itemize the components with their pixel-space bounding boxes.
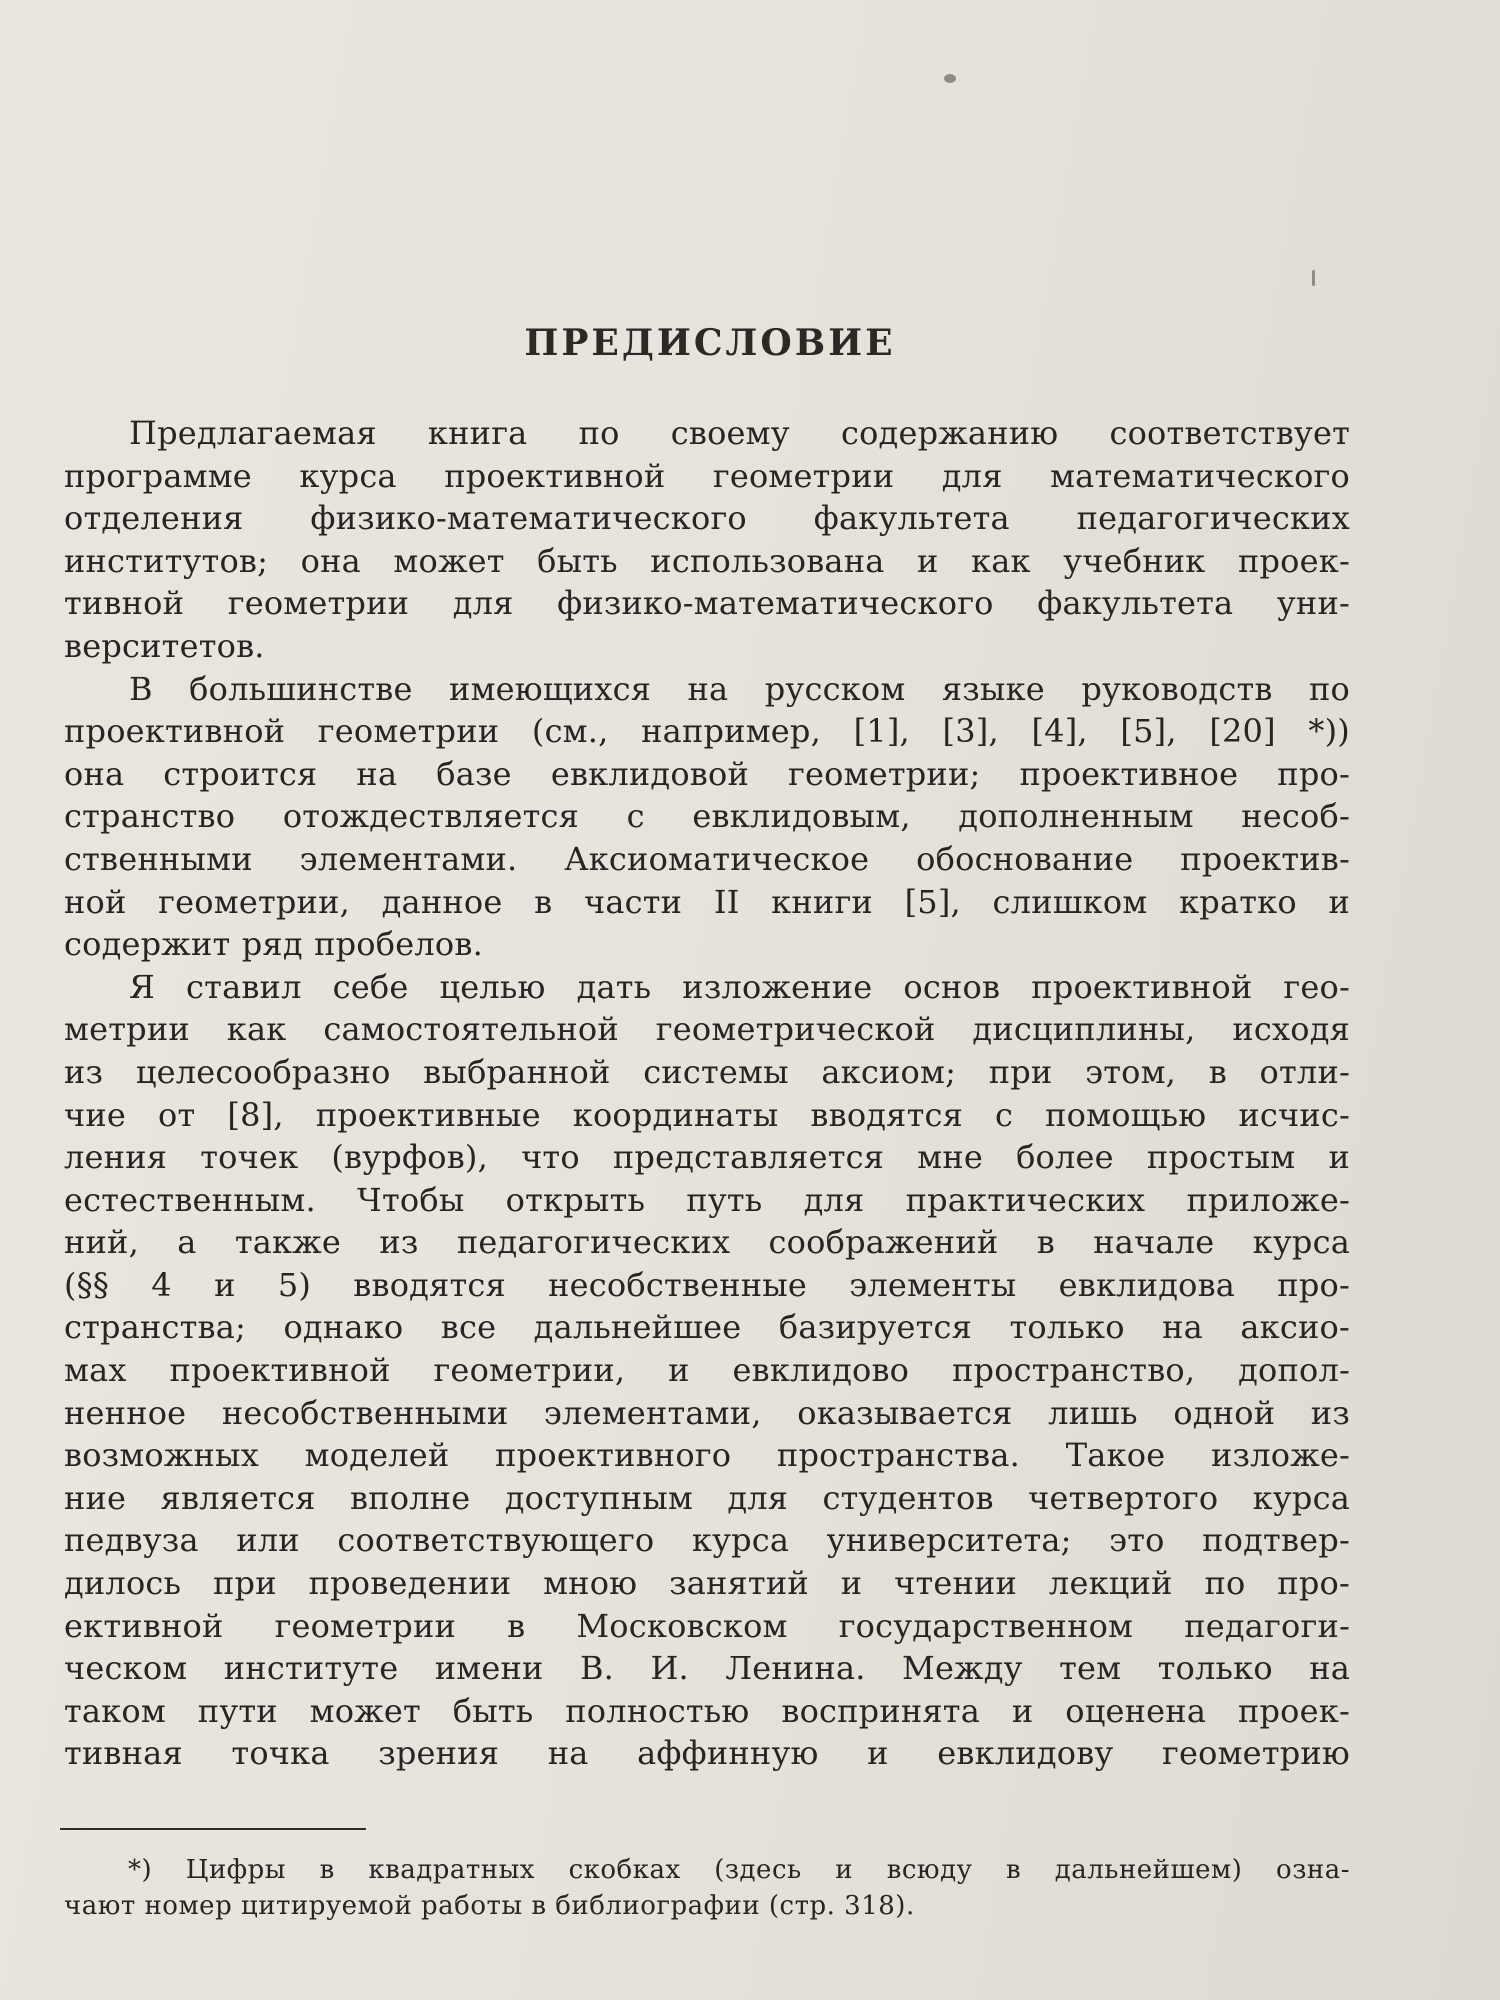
- text-line: ненное несобственными элементами, оказывается лишь одной из: [64, 1393, 1350, 1432]
- text-line: из целесообразно выбранной системы аксиом; при этом, в отли-: [64, 1052, 1350, 1091]
- paragraph-1: [64, 412, 1350, 668]
- text-line: Я ставил себе целью дать изложение основ проективной гео-: [129, 967, 1350, 1006]
- text-line: ний, а также из педагогических соображений в начале курса: [64, 1223, 1350, 1262]
- text-line: ной геометрии, данное в части II книги [5], слишком кратко и: [64, 882, 1350, 921]
- text-line: ективной геометрии в Московском государственном педагоги-: [64, 1606, 1350, 1645]
- text-line: программе курса проективной геометрии для математического: [64, 456, 1350, 495]
- paper-speck: [944, 74, 956, 83]
- text-line: дилось при проведении мною занятий и чтении лекций по про-: [64, 1564, 1350, 1603]
- text-line: верситетов.: [64, 626, 265, 665]
- text-line: метрии как самостоятельной геометрической дисциплины, исходя: [64, 1010, 1350, 1049]
- text-line: тивной геометрии для физико-математического факультета уни-: [64, 584, 1350, 623]
- text-line: проективной геометрии (см., например, [1], [3], [4], [5], [20] *)): [64, 712, 1350, 751]
- body-text: [64, 412, 1350, 1775]
- text-line: содержит ряд пробелов.: [64, 925, 483, 964]
- text-line: таком пути может быть полностью воспринята и оценена проек-: [64, 1691, 1350, 1730]
- text-line: Предлагаемая книга по своему содержанию соответствует: [129, 414, 1350, 452]
- text-line: естественным. Чтобы открыть путь для практических приложе-: [64, 1180, 1350, 1219]
- paragraph-2: [64, 668, 1350, 966]
- text-line: В большинстве имеющихся на русском языке руководств по: [129, 669, 1350, 708]
- text-line: возможных моделей проективного пространства. Такое изложе-: [64, 1436, 1350, 1475]
- footnote-divider: [60, 1828, 366, 1830]
- paper-mark: [1312, 270, 1315, 286]
- text-line: ческом институте имени В. И. Ленина. Между тем только на: [64, 1649, 1350, 1688]
- text-line: (§§ 4 и 5) вводятся несобственные элементы евклидова про-: [64, 1265, 1350, 1304]
- page-title: ПРЕДИСЛОВИЕ: [524, 322, 896, 364]
- text-line: ления точек (вурфов), что представляется мне более простым и: [64, 1138, 1350, 1177]
- text-line: ние является вполне доступным для студентов четвертого курса: [64, 1478, 1350, 1517]
- text-line: она строится на базе евклидовой геометрии; проективное про-: [64, 754, 1350, 793]
- footnote-line: чают номер цитируемой работы в библиографии (стр. 318).: [64, 1891, 915, 1921]
- footnote-line: *) Цифры в квадратных скобках (здесь и всюду в дальнейшем) озна-: [128, 1855, 1350, 1885]
- text-line: чие от [8], проективные координаты вводятся с помощью исчис-: [64, 1095, 1350, 1134]
- text-line: ственными элементами. Аксиоматическое обоснование проектив-: [64, 839, 1350, 878]
- text-line: педвуза или соответствующего курса университета; это подтвер-: [64, 1521, 1350, 1560]
- text-line: институтов; она может быть использована и как учебник проек-: [64, 541, 1350, 580]
- text-line: мах проективной геометрии, и евклидово пространство, допол-: [64, 1351, 1350, 1390]
- text-line: тивная точка зрения на аффинную и евклидову геометрию: [64, 1734, 1350, 1773]
- text-line: отделения физико-математического факультета педагогических: [64, 499, 1350, 538]
- text-line: странство отождествляется с евклидовым, дополненным несоб-: [64, 797, 1350, 836]
- paragraph-3: [64, 966, 1350, 1775]
- footnote: [64, 1852, 1350, 1924]
- text-line: странства; однако все дальнейшее базируется только на аксио-: [64, 1308, 1350, 1347]
